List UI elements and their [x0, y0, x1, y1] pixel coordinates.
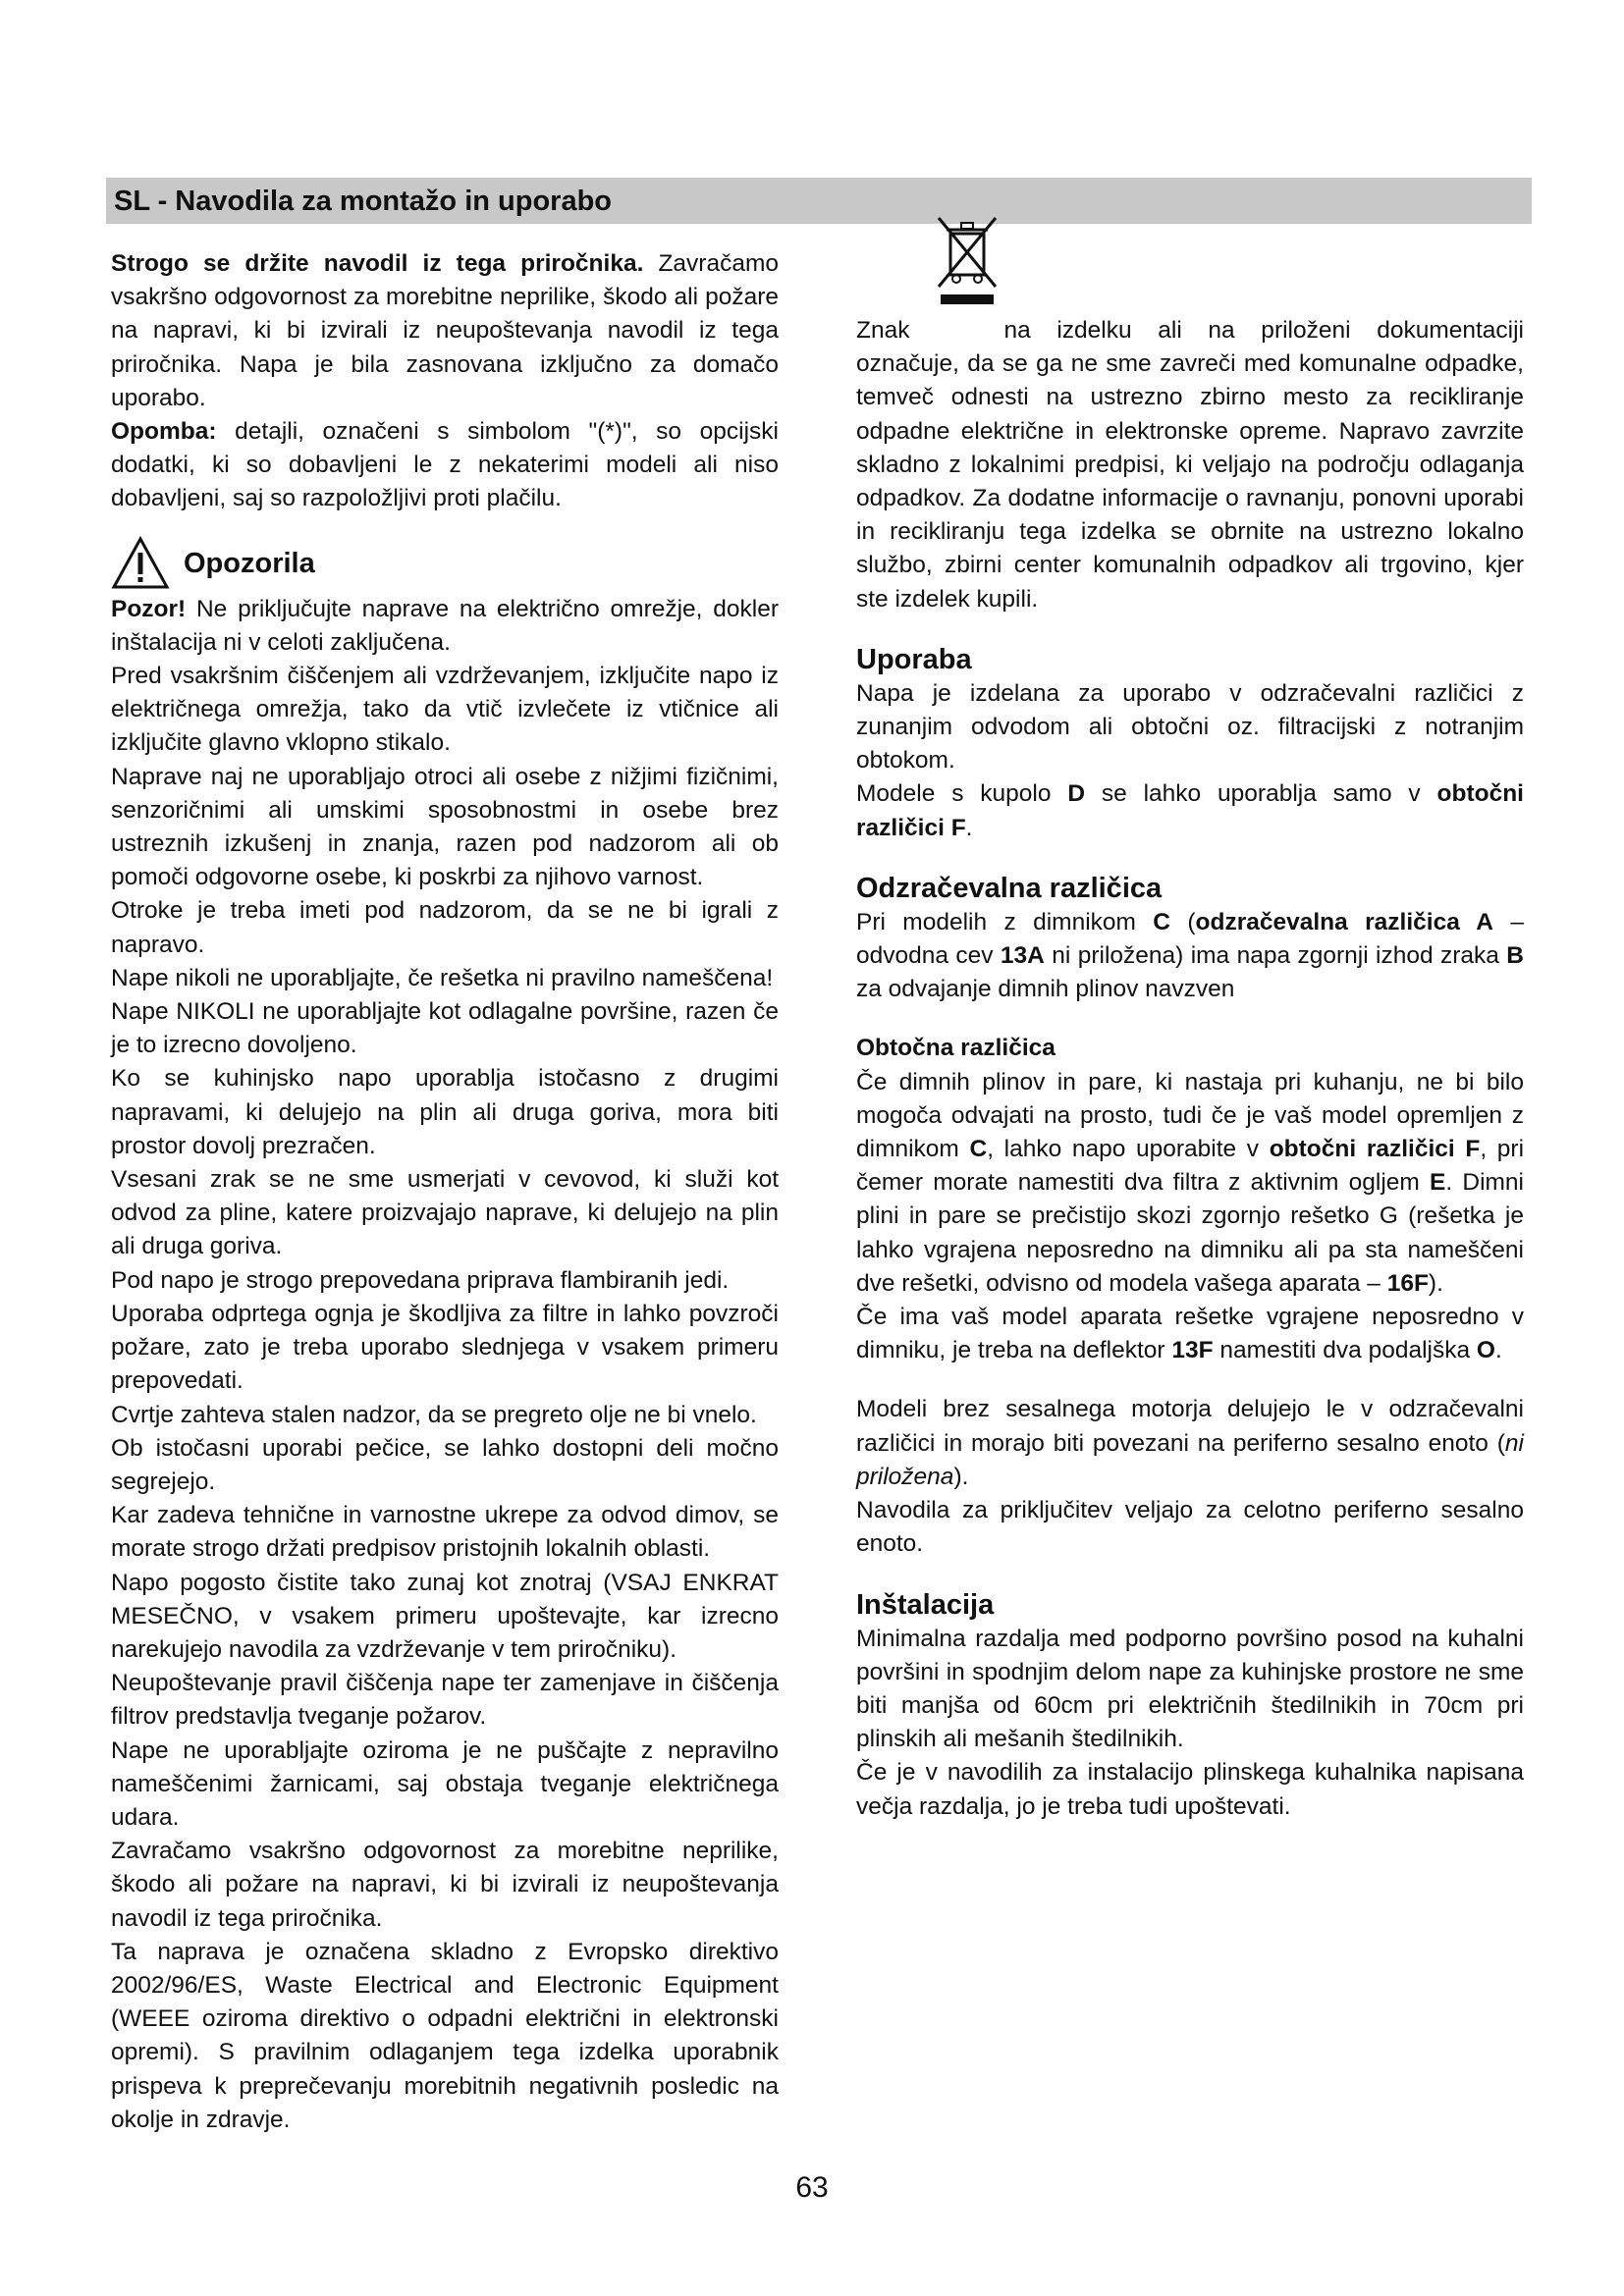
text-run: Če ima vaš model aparata rešetke vgrajene neposredno v dimniku, je treba na deflektor — [856, 1304, 1524, 1364]
instalacija-paragraph: Minimalna razdalja med podporno površino posod na kuhalni površini in spodnjim delom nape za kuhinjske prostore ne sme biti manjša od 60cm pri električnih štedilnikih in 70cm pri plinskih ali mešanih štedilnikih. — [856, 1625, 1524, 1753]
weee-znak: Znak — [856, 317, 910, 344]
warning-paragraph: Kar zadeva tehnične in varnostne ukrepe za odvod dimov, se morate strogo držati predpisov pristojnih lokalnih oblasti. — [111, 1502, 779, 1563]
text-run: Modeli brez sesalnega motorja delujejo le v odzračevalni različici in morajo biti povezani na periferno sesalno enoto ( — [856, 1396, 1524, 1457]
text-run: – odvodna cev — [856, 908, 1524, 970]
warning-paragraph: Pod napo je strogo prepovedana priprava flambiranih jedi. — [111, 1266, 730, 1294]
text-run: za odvajanje dimnih plinov navzven — [856, 976, 1235, 1003]
warning-triangle-icon — [111, 536, 170, 591]
text-run: ). — [1428, 1269, 1443, 1297]
text-run: , lahko napo uporabite v — [987, 1136, 1270, 1163]
text-run: . Dimni plini in pare se prečistijo skozi zgornjo rešetko G (rešetka je lahko vgrajena neposredno na dimniku ali pa sta nameščeni dve rešetki, odvisno od modela vašega aparata – — [856, 1169, 1524, 1297]
warning-paragraph: Ko se kuhinjsko napo uporablja istočasno z drugimi napravami, ki delujejo na plin ali druga goriva, mora biti prostor dovolj prezračen. — [111, 1065, 779, 1159]
text-run-bold: 13A — [1000, 942, 1045, 970]
text-run: Modele s kupolo — [856, 780, 1068, 808]
warning-paragraph: Cvrtje zahteva stalen nadzor, da se pregreto olje ne bi vnelo. — [111, 1401, 757, 1428]
warning-paragraph: Otroke je treba imeti pod nadzorom, da se ne bi igrali z napravo. — [111, 897, 779, 958]
weee-rest: na izdelku ali na priloženi dokumentaciji označuje, da se ga ne sme zavreči med komunalne odpadke, temveč odnesti na ustrezno zbirno mesto za recikliranje odpadne električne in elektronske opreme. Napravo zavrzite skladno z lokalnimi predpisi, ki veljajo na področju odlaganja odpadkov. Za dodatne informacije o ravnanju, ponovni uporabi in recikliranju tega izdelka se obrnite na ustrezno lokalno službo, zbirni center komunalnih odpadkov ali trgovino, kjer ste izdelek kupili. — [856, 317, 1524, 613]
uporaba-paragraph-2 — [856, 777, 1524, 844]
text-run: . — [1494, 1337, 1502, 1364]
warning-paragraph: Neupoštevanje pravil čiščenja nape ter zamenjave in čiščenja filtrov predstavlja tveganje požarov. — [111, 1670, 779, 1731]
obtocna-paragraph — [856, 1066, 1524, 1301]
crossed-out-bin-icon — [933, 212, 1001, 306]
pozor-label: Pozor! — [111, 595, 187, 622]
odzracevalna-title: Odzračevalna različica — [856, 872, 1163, 904]
note-paragraph — [111, 415, 779, 516]
odzracevalna-paragraph — [856, 906, 1524, 1007]
text-run: namestiti dva podaljška — [1213, 1337, 1477, 1364]
pozor-paragraph — [111, 593, 779, 660]
note-text: detajli, označeni s simbolom "(*)", so opcijski dodatki, ki so dobavljeni le z nekaterimi modeli ali niso dobavljeni, saj so razpoložljivi proti plačilu. — [111, 418, 779, 512]
page-number: 63 — [795, 2171, 829, 2204]
text-run: se lahko uporablja samo v — [1085, 780, 1437, 808]
text-run: , pri čemer morate namestiti dva filtra z aktivnim ogljem — [856, 1136, 1525, 1197]
obtocna-title: Obtočna različica — [856, 1035, 1056, 1062]
text-run: ( — [1170, 908, 1196, 935]
warning-paragraph: Naprave naj ne uporabljajo otroci ali osebe z nižjimi fizičnimi, senzoričnimi ali umskimi sposobnostmi in osebe brez ustreznih izkušenj in znanja, razen pod nadzorom ali ob pomoči odgovorne osebe, ki poskrbi za njihovo varnost. — [111, 763, 779, 891]
text-run-bold: obtočni različici F — [856, 780, 1524, 841]
warnings-title: Opozorila — [184, 547, 315, 579]
text-run: ni priložena) ima napa zgornji izhod zraka — [1044, 942, 1507, 970]
warning-paragraph: Zavračamo vsakršno odgovornost za morebitne neprilike, škodo ali požare na napravi, ki bi izvirali iz neupoštevanja navodil iz tega priročnika. — [111, 1838, 779, 1932]
weee-text — [856, 314, 1524, 616]
intro-bold: Strogo se držite navodil iz tega priročnika. — [111, 250, 644, 277]
instalacija-paragraph-2: Če je v navodilih za instalacijo plinskega kuhalnika napisana večja razdalja, jo je treba tudi upoštevati. — [856, 1759, 1524, 1820]
text-run-bold: odzračevalna različica A — [1195, 908, 1493, 935]
right-column — [856, 314, 1524, 1824]
text-run-bold: D — [1067, 780, 1086, 808]
obtocna-paragraph-2 — [856, 1301, 1524, 1367]
text-run: . — [965, 814, 973, 841]
note-label: Opomba: — [111, 418, 217, 446]
warning-paragraph: Pred vsakršnim čiščenjem ali vzdrževanjem, izključite napo iz električnega omrežja, tako da vtič izvlečete iz vtičnice ali izključite glavno vklopno stikalo. — [111, 663, 779, 757]
text-run: Pri modelih z dimnikom — [856, 908, 1154, 935]
text-run: Če dimnih plinov in pare, ki nastaja pri kuhanju, ne bi bilo mogoča odvajati na prosto, tudi če je vaš model opremljen z dimnikom — [856, 1068, 1524, 1163]
uporaba-paragraph: Napa je izdelana za uporabo v odzračevalni različici z zunanjim odvodom ali obtočni oz. filtracijski z notranjim obtokom. — [856, 679, 1524, 774]
warning-paragraph: Vsesani zrak se ne sme usmerjati v cevovod, ki služi kot odvod za pline, katere proizvajajo naprave, ki delujejo na plin ali druga goriva. — [111, 1166, 779, 1260]
warning-paragraph: Nape ne uporabljajte oziroma je ne puščajte z nepravilno nameščenimi žarnicami, saj obstaja tveganje električnega udara. — [111, 1736, 779, 1831]
warnings-heading — [111, 534, 779, 593]
text-run-bold: C — [1153, 908, 1170, 935]
intro-paragraph — [111, 247, 779, 415]
text-run-bold: obtočni različici F — [1269, 1136, 1481, 1163]
models-paragraph-2: Navodila za priključitev veljajo za celotno periferno sesalno enoto. — [856, 1497, 1524, 1558]
text-run-bold: 16F — [1386, 1269, 1429, 1297]
instalacija-title: Inštalacija — [856, 1588, 995, 1621]
uporaba-title: Uporaba — [856, 643, 972, 675]
text-run-bold: 13F — [1171, 1337, 1214, 1364]
text-run-bold: B — [1506, 942, 1524, 970]
text-run: ). — [953, 1463, 969, 1490]
warning-paragraph: Nape nikoli ne uporabljajte, če rešetka ni pravilno nameščena! — [111, 964, 774, 991]
warning-paragraph: Nape NIKOLI ne uporabljajte kot odlagalne površine, razen če je to izrecno dovoljeno. — [111, 998, 779, 1059]
section-header-bar — [106, 178, 1532, 224]
warning-paragraph: Napo pogosto čistite tako zunaj kot znotraj (VSAJ ENKRAT MESEČNO, v vsakem primeru upoštevajte, kar izrecno narekujejo navodila za vzdrževanje v tem priročniku). — [111, 1569, 779, 1663]
warning-paragraph: Uporaba odprtega ognja je škodljiva za filtre in lahko povzroči požare, zato je treba uporabo slednjega v vsakem primeru prepovedati. — [111, 1300, 779, 1395]
weee-paragraph — [856, 314, 1524, 616]
page-title: SL - Navodila za montažo in uporabo — [114, 186, 613, 217]
text-run-bold: C — [969, 1136, 988, 1163]
warning-paragraph: Ob istočasni uporabi pečice, se lahko dostopni deli močno segrejejo. — [111, 1434, 779, 1495]
text-run-bold: E — [1430, 1169, 1446, 1197]
text-run-bold: O — [1476, 1337, 1495, 1364]
left-column — [111, 247, 779, 2137]
pozor-text: Ne priključujte naprave na električno omrežje, dokler inštalacija ni v celoti zaključena. — [111, 595, 779, 656]
text-run-italic: ni priložena — [856, 1429, 1524, 1490]
models-paragraph — [856, 1393, 1524, 1494]
intro-text: Zavračamo vsakršno odgovornost za morebitne neprilike, škodo ali požare na napravi, ki bi izvirali iz neupoštevanja navodil iz tega priročnika. Napa je bila zasnovana izključno za domačo uporabo. — [111, 250, 779, 411]
warning-paragraph: Ta naprava je označena skladno z Evropsko direktivo 2002/96/ES, Waste Electrical and Electronic Equipment (WEEE oziroma direktivo o odpadni električni in elektronski opremi). S pravilnim odlaganjem tega izdelka uporabnik prispeva k preprečevanju morebitnih negativnih posledic na okolje in zdravje. — [111, 1938, 779, 2133]
